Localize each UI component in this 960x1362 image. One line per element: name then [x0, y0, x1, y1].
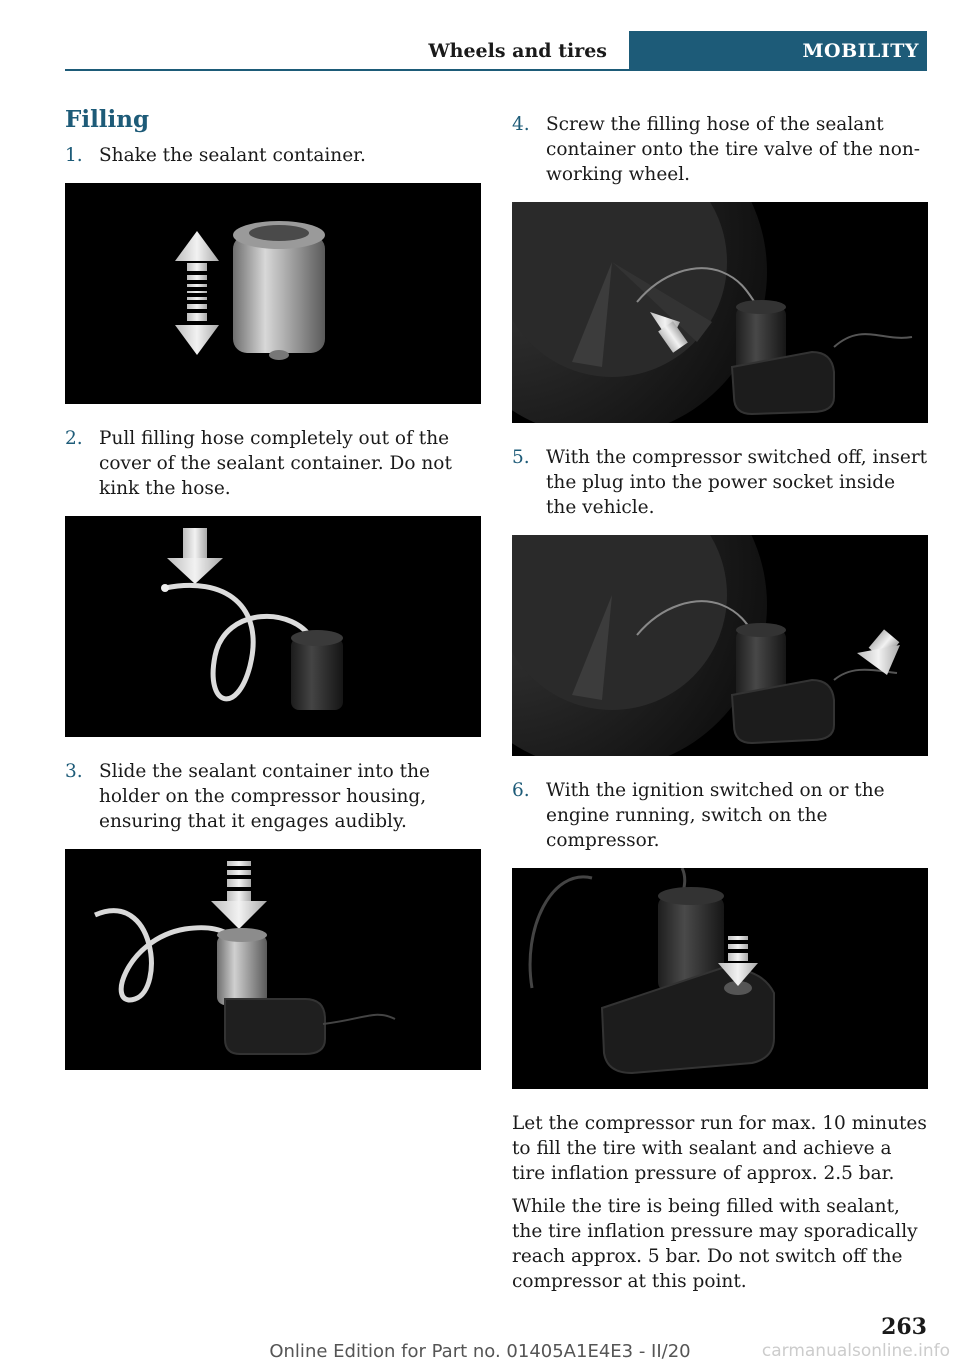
page-number: 263: [881, 1314, 927, 1340]
step-text: Pull filling hose completely out of the cover of the sealant container. Do not kink the hose.: [99, 428, 452, 499]
step-number: 2.: [65, 428, 83, 449]
sealant-container-shake-illustration: [65, 183, 481, 404]
header-section-title: Wheels and tires: [428, 40, 607, 62]
step-1: [65, 143, 481, 168]
left-column: [65, 106, 481, 1092]
hose-onto-tire-valve-illustration: [512, 202, 928, 423]
switch-on-compressor-illustration: [512, 868, 928, 1089]
step-text: With the compressor switched off, insert the plug into the power socket inside the vehicle.: [546, 447, 928, 518]
step-text: With the ignition switched on or the engine running, switch on the compressor.: [546, 780, 885, 851]
right-column: [512, 112, 928, 1302]
step-number: 5.: [512, 447, 530, 468]
watermark: carmanualsonline.info: [761, 1341, 950, 1361]
step-number: 1.: [65, 145, 83, 166]
step-4: [512, 112, 928, 187]
step-text: Shake the sealant container.: [99, 145, 366, 166]
step-3: [65, 759, 481, 834]
step-text: Screw the filling hose of the sealant container onto the tire valve of the non-working wheel.: [546, 114, 921, 185]
step-number: 3.: [65, 761, 83, 782]
paragraph-pressure-note: While the tire is being filled with sealant, the tire inflation pressure may sporadically reach approx. 5 bar. Do not switch off the compressor at this point.: [512, 1196, 918, 1292]
page-header: [65, 31, 927, 71]
step-number: 4.: [512, 114, 530, 135]
plug-into-socket-illustration: [512, 535, 928, 756]
paragraph-run-time: Let the compressor run for max. 10 minutes to fill the tire with sealant and achieve a tire inflation pressure of approx. 2.5 bar.: [512, 1113, 927, 1184]
header-rule: [65, 69, 927, 71]
footer-edition: Online Edition for Part no. 01405A1E4E3 - II/20: [269, 1341, 691, 1362]
header-chapter-tab: MOBILITY: [629, 31, 927, 71]
step-number: 6.: [512, 780, 530, 801]
step-2: [65, 426, 481, 501]
step-text: Slide the sealant container into the holder on the compressor housing, ensuring that it engages audibly.: [99, 761, 430, 832]
filling-hose-illustration: [65, 516, 481, 737]
step-6: [512, 778, 928, 853]
step-5: [512, 445, 928, 520]
section-title: Filling: [65, 106, 150, 133]
container-into-compressor-illustration: [65, 849, 481, 1070]
